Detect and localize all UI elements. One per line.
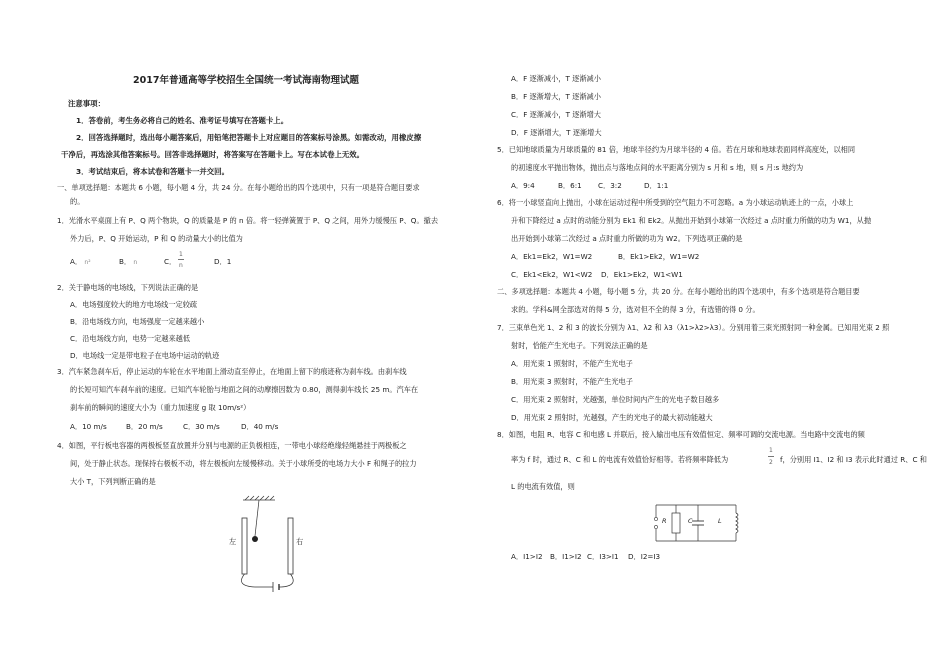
q6-option-c: C．Ek1<Ek2，W1<W2 xyxy=(511,270,593,279)
q7-option-b: B．用光束 3 照射时，不能产生光电子 xyxy=(511,377,633,386)
q7-option-a: A．用光束 1 照射时，不能产生光电子 xyxy=(511,359,633,368)
notice-item-2a: 2．回答选择题时，选出每小题答案后，用铅笔把答题卡上对应题目的答案标号涂黑。如需改动，用橡皮擦 xyxy=(76,133,422,142)
q1-stem: 1．光滑水平桌面上有 P、Q 两个物块，Q 的质量是 P 的 n 倍。将一轻弹簧置于 P、Q 之间，用外力缓慢压 P、Q。撤去 xyxy=(57,216,439,225)
q7-option-c: C．用光束 2 照射时，光越强，单位时间内产生的光电子数目越多 xyxy=(511,395,720,404)
notice-item-3: 3．考试结束后，将本试卷和答题卡一并交回。 xyxy=(76,167,229,176)
q3-option-c: C．30 m/s xyxy=(183,422,220,431)
q3-stem-cont-2: 刹车前的瞬间的速度大小为（重力加速度 g 取 10m/s²） xyxy=(70,403,251,412)
q2-option-d: D．电场线一定是带电粒子在电场中运动的轨迹 xyxy=(70,351,220,360)
q6-option-b: B．Ek1>Ek2，W1=W2 xyxy=(618,252,700,261)
section1-heading-cont: 的。 xyxy=(70,197,85,206)
q5-option-a: A．9:4 xyxy=(511,181,535,190)
q5-stem: 5．已知地球质量为月球质量的 81 倍，地球半径约为月球半径的 4 倍。若在月球和地球表面同样高度处，以相同 xyxy=(497,145,856,154)
insulating-string xyxy=(255,500,259,536)
q4-option-a: A．F 逐渐减小，T 逐渐减小 xyxy=(511,74,601,83)
left-plate xyxy=(242,518,247,574)
q4-option-c: C．F 逐渐减小，T 逐渐增大 xyxy=(511,110,601,119)
left-wire xyxy=(241,574,273,587)
q8-stem-cont-b: f，分别用 I1、I2 和 I3 表示此时通过 R、C 和 xyxy=(780,455,927,464)
q8-label-l: L xyxy=(718,517,722,525)
q4-option-b: B．F 逐渐增大，T 逐渐减小 xyxy=(511,92,601,101)
q8-stem: 8．如图，电阻 R、电容 C 和电感 L 并联后，接入输出电压有效值恒定、频率可调的交流电源。当电路中交流电的频 xyxy=(497,430,865,439)
q2-option-b: B．沿电场线方向，电场强度一定越来越小 xyxy=(70,317,205,326)
section2-heading-cont: 求的。学科&网全部选对的得 5 分，选对但不全的得 3 分，有选错的得 0 分。 xyxy=(511,305,760,314)
section1-heading: 一、单项选择题：本题共 6 小题，每小题 4 分，共 24 分。在每小题给出的四个选项中，只有一项是符合题目要求 xyxy=(57,183,420,192)
q8-fraction-numerator: 1 xyxy=(769,447,773,454)
q1-option-c-label: C． xyxy=(164,257,177,266)
q3-stem: 3．汽车紧急刹车后，停止运动的车轮在水平地面上滑动直至停止，在地面上留下的痕迹称为刹车线。由刹车线 xyxy=(57,367,407,376)
q1-stem-cont: 外力后，P、Q 开始运动，P 和 Q 的动量大小的比值为 xyxy=(70,234,243,243)
q1-option-c-denominator: n xyxy=(179,262,183,269)
q8-option-d: D．I2=I3 xyxy=(628,552,661,561)
ac-source-terminal-bottom xyxy=(654,525,657,528)
q1-option-b xyxy=(119,257,137,268)
q4-label-left: 左 xyxy=(229,537,237,546)
q3-stem-cont-1: 的长短可知汽车刹车前的速度。已知汽车轮胎与地面之间的动摩擦因数为 0.80，测得刹车线长 25 m。汽车在 xyxy=(70,385,419,394)
q2-option-c: C．沿电场线方向，电势一定越来越低 xyxy=(70,334,191,343)
q5-option-c: C．3:2 xyxy=(598,181,622,190)
q1-option-a xyxy=(70,257,91,268)
q8-label-c: C xyxy=(688,517,693,525)
q8-label-r: R xyxy=(662,517,667,525)
right-wire xyxy=(279,574,293,587)
q7-stem-cont: 射时，恰能产生光电子。下列说法正确的是 xyxy=(511,341,648,350)
q5-option-d: D．1:1 xyxy=(644,181,669,190)
right-plate xyxy=(288,518,293,574)
q6-option-a: A．Ek1=Ek2，W1=W2 xyxy=(511,252,593,261)
notice-heading: 注意事项： xyxy=(68,99,105,108)
q3-option-d: D．40 m/s xyxy=(241,422,279,431)
q4-stem-cont-1: 间，处于静止状态。现保持右极板不动，将左极板向左缓慢移动。关于小球所受的电场力大小 F 和绳子的拉力 xyxy=(70,459,417,468)
q4-capacitor-figure xyxy=(225,494,345,594)
ac-source-terminal-top xyxy=(654,517,657,520)
q3-option-a: A．10 m/s xyxy=(70,422,107,431)
notice-item-2b: 干净后，再选涂其他答案标号。回答非选择题时，将答案写在答题卡上。写在本试卷上无效。 xyxy=(61,150,365,159)
q1-option-b-value: n xyxy=(133,259,138,266)
q1-option-c-fraction-bar xyxy=(178,259,184,260)
q5-stem-cont: 的初速度水平抛出物体，抛出点与落地点间的水平距离分别为 s 月和 s 地，则 s 月:s 地约为 xyxy=(511,163,804,172)
inductor-l xyxy=(736,513,738,533)
q8-option-c: C．I3>I1 xyxy=(587,552,619,561)
q8-fraction-denominator: 2 xyxy=(769,459,773,466)
q6-option-d: D．Ek1>Ek2，W1<W1 xyxy=(601,270,683,279)
q6-stem-cont-2: 出开始到小球第二次经过 a 点时重力所做的功为 W2。下列选项正确的是 xyxy=(511,234,743,243)
q5-option-b: B．6:1 xyxy=(558,181,582,190)
q6-stem: 6．将一小球竖直向上抛出，小球在运动过程中所受到的空气阻力不可忽略。a 为小球运动轨迹上的一点，小球上 xyxy=(497,198,854,207)
q6-stem-cont-1: 升和下降经过 a 点时的动能分别为 Ek1 和 Ek2。从抛出开始到小球第一次经过 a 点时重力所做的功为 W1，从抛 xyxy=(511,216,872,225)
q1-option-c-numerator: 1 xyxy=(179,251,183,258)
page-title: 2017年普通高等学校招生全国统一考试海南物理试题 xyxy=(133,75,359,86)
q1-option-a-value: n² xyxy=(84,259,91,266)
q8-stem-cont-2: L 的电流有效值，则 xyxy=(511,482,575,491)
q3-option-b: B．20 m/s xyxy=(126,422,163,431)
q1-option-a-label: A． xyxy=(70,257,83,266)
notice-item-1: 1．答卷前，考生务必将自己的姓名、准考证号填写在答题卡上。 xyxy=(76,116,289,125)
section2-heading: 二、多项选择题：本题共 4 小题，每小题 5 分，共 20 分。在每小题给出的四个选项中，有多个选项是符合题目要 xyxy=(497,287,860,296)
resistor-r xyxy=(672,513,680,533)
q7-stem: 7．三束单色光 1、2 和 3 的波长分别为 λ1、λ2 和 λ3（λ1>λ2>λ3）。分别用着三束光照射同一种金属。已知用光束 2 照 xyxy=(497,323,890,332)
q1-option-c xyxy=(164,257,176,267)
q1-option-d: D．1 xyxy=(214,257,232,266)
q4-option-d: D．F 逐渐增大，T 逐渐增大 xyxy=(511,128,602,137)
q8-option-b: B．I1>I2 xyxy=(550,552,582,561)
q4-label-right: 右 xyxy=(296,537,304,546)
q1-option-b-label: B． xyxy=(119,257,132,266)
q8-fraction-bar xyxy=(768,456,774,457)
q2-stem: 2．关于静电场的电场线，下列说法正确的是 xyxy=(57,283,199,292)
q7-option-d: D．用光束 2 照射时，光越强，产生的光电子的最大初动能越大 xyxy=(511,413,713,422)
charged-ball xyxy=(252,536,258,542)
q4-stem-cont-2: 大小 T，下列判断正确的是 xyxy=(70,477,156,486)
q8-stem-cont-a: 率为 f 时，通过 R、C 和 L 的电流有效值恰好相等。若将频率降低为 xyxy=(511,455,729,464)
q4-stem: 4．如图，平行板电容器的两极板竖直放置并分别与电源的正负极相连，一带电小球经绝缘轻绳悬挂于两极板之 xyxy=(57,441,407,450)
q8-circuit-figure xyxy=(648,497,748,557)
ceiling-hatch xyxy=(243,496,275,500)
q8-option-a: A．I1>I2 xyxy=(511,552,543,561)
q2-option-a: A．电场强度较大的地方电场线一定较疏 xyxy=(70,300,198,309)
